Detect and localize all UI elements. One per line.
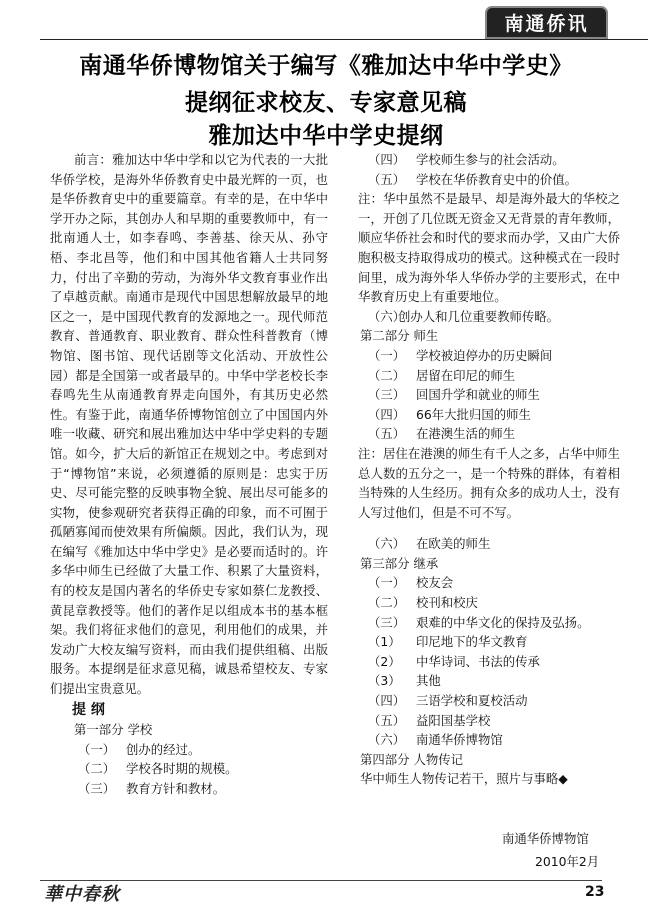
section-badge: 南通侨讯 [485,6,608,39]
item-text: 益阳国基学校 [416,712,491,728]
item-mark: （一） [368,575,406,591]
item-mark: （三） [368,614,406,630]
item-mark: （四） [368,152,406,167]
part2-item-3 [368,385,620,405]
part1-item-6 [368,307,620,327]
left-column [50,150,328,799]
signature-date: 2010年2月 [535,854,600,869]
item-mark: （五） [368,426,406,442]
page-number: 23 [585,884,605,900]
item-text: 居留在印尼的师生 [416,367,516,383]
part3-item-sub-3 [368,671,620,691]
item-text: 三语学校和夏校活动 [416,693,528,709]
part3-item-2 [368,593,620,613]
item-mark: （四） [368,406,406,422]
part3-item-4 [368,691,620,711]
item-mark: （四） [368,693,406,709]
item-text: 学校被迫停办的历史瞬间 [416,347,553,363]
item-mark: （三） [368,387,406,403]
item-text: 印尼地下的华文教育 [416,634,528,650]
item-text: 南通华侨博物馆 [416,732,503,748]
signature-organization: 南通华侨博物馆 [502,831,589,846]
item-mark: （五） [368,171,406,187]
item-text: 66年大批归国的师生 [416,406,531,422]
item-mark: （2） [368,653,401,669]
spacer [358,522,620,534]
part3-item-3 [368,613,620,633]
header-rule [40,39,648,40]
title-line-1: 南通华侨博物馆关于编写《雅加达中华中学史》 [79,53,573,79]
part1-item-1 [78,740,328,760]
part3-item-1 [368,573,620,593]
item-mark: （六） [368,308,406,324]
item-mark: （六） [368,732,406,748]
part3-item-6 [368,730,620,750]
part2-note: 注：居住在港澳的师生有千人之多，占华中师生总人数的五分之一，是一个特殊的群体，有着相当特殊的人生经历。拥有众多的成功人士，没有人写过他们，但是不可不写。 [358,445,620,520]
item-mark: （三） [78,781,116,796]
outline-heading: 提 纲 [72,701,105,718]
part3-item-sub-2 [368,652,620,672]
item-text: 在港澳生活的师生 [416,426,516,442]
part1-note: 注：华中虽然不是最早、却是海外最大的华校之一，开创了几位既无资金又无背景的青年教师，顺应华侨社会和时代的要求而办学，又由广大侨胞积极支持取得成功的模式。这种模式在一段时间里，成为海外华人华侨办学的主要形式，在中华教育历史上有重要地位。 [358,191,620,305]
part2-title: 第二部分 师生 [360,328,439,344]
part2-item-1 [368,346,620,366]
part1-item-2 [78,759,328,779]
item-mark: （二） [368,595,406,611]
item-text: 学校师生参与的社会活动。 [416,152,565,167]
item-text: 学校在华侨教育史中的价值。 [416,171,578,187]
part1-item-5 [368,170,620,190]
item-text: 在欧美的师生 [416,536,491,552]
item-text: 校友会 [416,575,454,591]
part3-item-5 [368,711,620,731]
item-mark: （一） [368,347,406,363]
magazine-logo: 華中春秋 [44,884,120,905]
preface-paragraph: 前言：雅加达中华中学和以它为代表的一大批华侨学校，是海外华侨教育史中最光辉的一页，也是华侨教育史中的重要篇章。有幸的是，在中华中学开办之际，其创办人和早期的重要教师中，有一批南通人士，如李春鸣、李善基、徐天从、孙守梧、李北昌等，他们和中国其他省籍人士共同努力，付出了辛勤的劳动，为海外华文教育事业作出了卓越贡献。南通市是现代中国思想解放最早的地区之一，是中国现代教育的发源地之一。现代师范教育、普通教育、职业教育、群众性科普教育（博物馆、图书馆、现代话剧等文化活动、开放性公园）都是全国第一或者最早的。中华中学老校长李春鸣先生从南通教育界走向国外，有其历史必然性。有鉴于此，南通华侨博物馆创立了中国国内外唯一收藏、研究和展出雅加达中华中学史料的专题馆。如今，扩大后的新馆正在规划之中。考虑到对于“博物馆”来说，必须遵循的原则是：忠实于历史、尽可能完整的反映事物全貌、展出尽可能多的实物，使参观研究者获得正确的印象，而不可囿于孤陋寡闻而使效果有所偏颇。因此，我们认为，现在编写《雅加达中华中学史》是必要而适时的。许多华中师生已经做了大量工作、积累了大量资料，有的校友是国内著名的华侨史专家如蔡仁龙教授、黄昆章教授等。他们的著作足以组成本书的基本框架。我们将征求他们的意见，利用他们的成果，并发动广大校友编写资料，而由我们提供组稿、出版服务。本提纲是征求意见稿，诚恳希望校友、专家们提出宝贵意见。 [50,152,328,697]
part2-item-2 [368,366,620,386]
item-text: 创办人和几位重要教师传略。 [398,308,560,324]
item-mark: （1） [368,634,401,650]
item-text: 中华诗词、书法的传承 [416,653,540,669]
item-text: 创办的经过。 [126,741,201,757]
part3-item-sub-1 [368,632,620,652]
footer-rule [40,880,602,881]
part1-item-3 [78,779,328,799]
item-text: 教育方针和教材。 [126,781,226,796]
title-line-2: 提纲征求校友、专家意见稿 [185,90,467,116]
item-text: 学校各时期的规模。 [126,761,238,777]
part2-item-4 [368,405,620,425]
title-line-3: 雅加达中华中学史提纲 [208,123,444,149]
item-mark: （3） [368,673,401,689]
item-text: 校刊和校庆 [416,595,478,611]
part4-text: 华中师生人物传记若干，照片与事略◆ [360,771,568,787]
part4-title: 第四部分 人物传记 [360,751,464,767]
item-text: 回国升学和就业的师生 [416,387,540,403]
item-text: 其他 [416,673,441,689]
item-mark: （一） [78,741,116,757]
item-mark: （二） [78,761,116,777]
item-mark: （二） [368,367,406,383]
part1-item-4 [368,150,620,170]
item-mark: （六） [368,536,406,552]
part2-item-6 [368,534,620,554]
item-text: 艰难的中华文化的保持及弘扬。 [416,614,590,630]
part1-title: 第一部分 学校 [74,722,153,738]
item-mark: （五） [368,712,406,728]
part3-title: 第三部分 继承 [360,555,439,571]
right-column [358,150,620,789]
part2-item-5 [368,424,620,444]
